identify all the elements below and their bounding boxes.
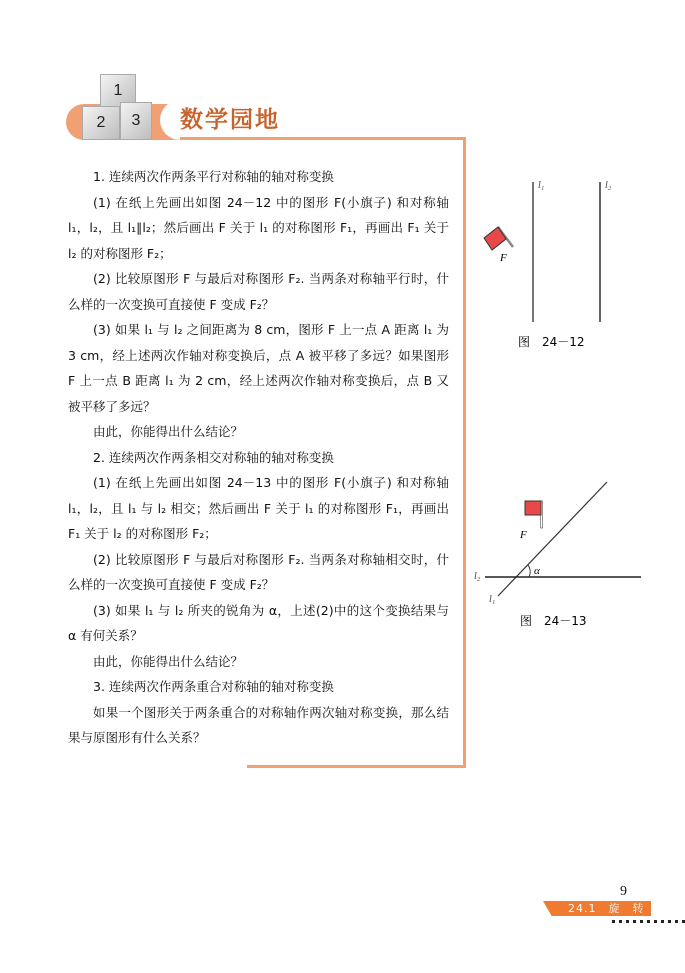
footer-dotted-line [612,920,685,923]
flag-icon [484,227,513,250]
label-l1: l₁ [489,594,496,605]
figure-24-13 [470,475,650,635]
flag-icon [525,501,543,528]
paragraph: (2) 比较原图形 F 与最后对称图形 F₂. 当两条对称轴相交时，什么样的一次变换可直接使 F 变成 F₂？ [68,551,449,592]
paragraph: 由此，你能得出什么结论？ [93,653,244,669]
cube-2: 2 [82,106,120,140]
label-l1: l₁ [538,180,545,191]
frame-top-border [180,137,466,140]
content-body [68,164,449,751]
number-cubes-logo [80,74,160,140]
cube-1: 1 [100,74,136,108]
paragraph: (2) 比较原图形 F 与最后对称图形 F₂. 当两条对称轴平行时，什么样的一次变换可直接使 F 变成 F₂？ [68,271,449,312]
heading-1: 1. 连续两次作两条平行对称轴的轴对称变换 [93,169,334,184]
label-F: F [520,529,527,541]
label-l2: l₂ [605,180,612,191]
page-number: 9 [620,884,627,899]
paragraph: (1) 在纸上先画出如图 24－12 中的图形 F(小旗子) 和对称轴 l₁，l₂，且 l₁∥l₂；然后画出 F 关于 l₁ 的对称图形 F₁，再画出 F₁ 关于 l₂ 的对称图形 F₂； [68,194,449,261]
label-l2: l₂ [474,571,481,582]
frame-bottom-border [247,765,466,768]
paragraph: 由此，你能得出什么结论？ [93,424,244,439]
axis-l1 [498,482,607,596]
heading-2: 2. 连续两次作两条相交对称轴的轴对称变换 [93,449,334,465]
figure-24-12 [470,170,650,355]
paragraph: 如果一个图形关于两条重合的对称轴作两次轴对称变换，那么结果与原图形有什么关系？ [68,704,449,745]
figure-caption: 图 24－13 [520,614,587,628]
paragraph: (3) 如果 l₁ 与 l₂ 所夹的锐角为 α，上述(2)中的这个变换结果与 α 有何关系？ [68,602,449,643]
angle-arc [528,565,530,577]
paragraph: (3) 如果 l₁ 与 l₂ 之间距离为 8 cm，图形 F 上一点 A 距离 l₁ 为 3 cm，经上述两次作轴对称变换后，点 A 被平移了多远？如果图形 F 上一点 B 距离 l₁ 为 2 cm，经上述两次作轴对称变换后，点 B 又被平移了多远？ [68,322,449,414]
frame-right-border [463,137,466,768]
paragraph: (1) 在纸上先画出如图 24－13 中的图形 F(小旗子) 和对称轴 l₁，l₂，且 l₁ 与 l₂ 相交；然后画出 F 关于 l₁ 的对称图形 F₁，再画出 F₁ 关于 l₂ 的对称图形 F₂； [68,475,449,541]
cube-3: 3 [120,102,152,140]
footer-section-label: 24.1 旋 转 [568,902,645,915]
heading-3: 3. 连续两次作两条重合对称轴的轴对称变换 [93,679,334,694]
section-title: 数学园地 [180,107,280,133]
label-alpha: α [534,565,540,577]
figure-caption: 图 24－12 [518,335,585,349]
label-F: F [500,252,507,264]
